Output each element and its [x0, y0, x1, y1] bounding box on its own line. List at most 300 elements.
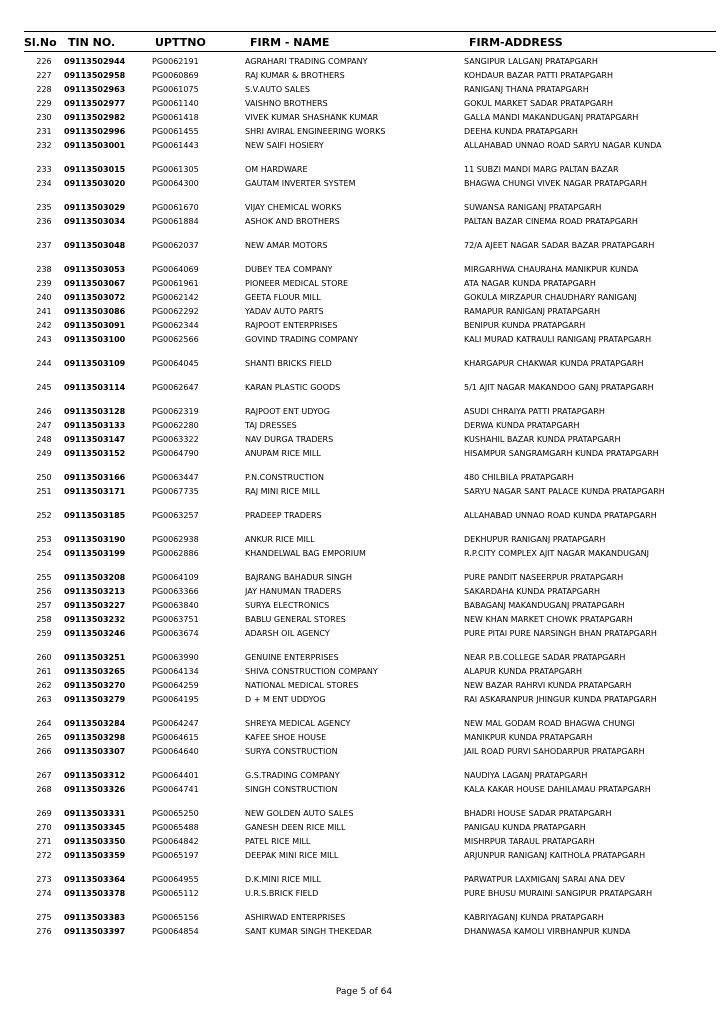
- row-tin: 09113503378: [64, 889, 126, 898]
- row-firm-address: GOKULA MIRZAPUR CHAUDHARY RANIGANJ: [464, 293, 637, 302]
- row-slno: 226: [36, 57, 52, 66]
- row-firm-address: R.P.CITY COMPLEX AJIT NAGAR MAKANDUGANJ: [464, 549, 650, 558]
- row-upttno: PG0062142: [152, 293, 199, 302]
- table-row: [24, 216, 716, 240]
- row-tin: 09113503020: [64, 179, 126, 188]
- row-tin: 09113503383: [64, 913, 126, 922]
- row-firm-name: NATIONAL MEDICAL STORES: [245, 681, 359, 690]
- row-upttno: PG0064640: [152, 747, 199, 756]
- row-upttno: PG0064109: [152, 573, 199, 582]
- row-firm-address: PALTAN BAZAR CINEMA ROAD PRATAPGARH: [464, 217, 638, 226]
- row-upttno: PG0061140: [152, 99, 199, 108]
- row-slno: 238: [36, 265, 52, 274]
- row-firm-address: ARJUNPUR RANIGANJ KAITHOLA PRATAPGARH: [464, 851, 646, 860]
- row-slno: 244: [36, 359, 52, 368]
- row-firm-address: 72/A AJEET NAGAR SADAR BAZAR PRATAPGARH: [464, 241, 655, 250]
- row-firm-address: GALLA MANDI MAKANDUGANJ PRATAPGARH: [464, 113, 639, 122]
- row-tin: 09113503166: [64, 473, 126, 482]
- row-firm-name: ANKUR RICE MILL: [245, 535, 315, 544]
- row-slno: 263: [36, 695, 52, 704]
- row-firm-name: KARAN PLASTIC GOODS: [245, 383, 341, 392]
- row-firm-address: BENIPUR KUNDA PRATAPGARH: [464, 321, 586, 330]
- row-slno: 247: [36, 421, 52, 430]
- row-firm-address: SANGIPUR LALGANJ PRATAPGARH: [464, 57, 598, 66]
- row-firm-name: GOVIND TRADING COMPANY: [245, 335, 359, 344]
- row-upttno: PG0064741: [152, 785, 199, 794]
- row-slno: 228: [36, 85, 52, 94]
- row-firm-name: DUBEY TEA COMPANY: [245, 265, 333, 274]
- row-tin: 09113503208: [64, 573, 126, 582]
- row-firm-address: RAMAPUR RANIGANJ PRATAPGARH: [464, 307, 601, 316]
- row-firm-name: ASHOK AND BROTHERS: [245, 217, 340, 226]
- row-upttno: PG0062292: [152, 307, 199, 316]
- row-firm-name: GENUINE ENTERPRISES: [245, 653, 339, 662]
- row-slno: 272: [36, 851, 52, 860]
- row-upttno: PG0064955: [152, 875, 199, 884]
- row-firm-address: PURE PANDIT NASEERPUR PRATAPGARH: [464, 573, 624, 582]
- row-firm-address: RAI ASKARANPUR JHINGUR KUNDA PRATAPGARH: [464, 695, 657, 704]
- row-tin: 09113503307: [64, 747, 126, 756]
- header-top-rule: [24, 31, 716, 32]
- row-tin: 09113503331: [64, 809, 126, 818]
- row-firm-name: VIJAY CHEMICAL WORKS: [245, 203, 342, 212]
- row-upttno: PG0063751: [152, 615, 199, 624]
- table-row: [24, 70, 716, 84]
- row-tin: 09113503128: [64, 407, 126, 416]
- row-firm-address: ALLAHABAD UNNAO ROAD SARYU NAGAR KUNDA: [464, 141, 662, 150]
- row-tin: 09113502996: [64, 127, 126, 136]
- row-tin: 09113503312: [64, 771, 126, 780]
- row-slno: 255: [36, 573, 52, 582]
- row-firm-name: D.K.MINI RICE MILL: [245, 875, 321, 884]
- table-row: [24, 56, 716, 70]
- row-slno: 259: [36, 629, 52, 638]
- row-slno: 274: [36, 889, 52, 898]
- row-firm-address: 480 CHILBILA PRATAPGARH: [464, 473, 574, 482]
- row-tin: 09113503015: [64, 165, 126, 174]
- row-slno: 266: [36, 747, 52, 756]
- row-tin: 09113502982: [64, 113, 126, 122]
- row-firm-address: SUWANSA RANIGANJ PRATAPGARH: [464, 203, 602, 212]
- table-row: [24, 112, 716, 126]
- row-upttno: PG0063674: [152, 629, 199, 638]
- table-row: [24, 84, 716, 98]
- row-firm-address: HISAMPUR SANGRAMGARH KUNDA PRATAPGARH: [464, 449, 659, 458]
- row-upttno: PG0063840: [152, 601, 199, 610]
- table-row: [24, 572, 716, 586]
- row-firm-address: GOKUL MARKET SADAR PRATAPGARH: [464, 99, 614, 108]
- row-firm-name: PRADEEP TRADERS: [245, 511, 322, 520]
- table-row: [24, 486, 716, 510]
- table-row: [24, 850, 716, 874]
- row-slno: 264: [36, 719, 52, 728]
- row-firm-name: SHRI AVIRAL ENGINEERING WORKS: [245, 127, 386, 136]
- row-tin: 09113503171: [64, 487, 126, 496]
- row-firm-address: BABAGANJ MAKANDUGANJ PRATAPGARH: [464, 601, 625, 610]
- row-firm-address: BHAGWA CHUNGI VIVEK NAGAR PRATAPGARH: [464, 179, 648, 188]
- row-upttno: PG0064195: [152, 695, 199, 704]
- row-slno: 245: [36, 383, 52, 392]
- table-row: [24, 140, 716, 164]
- row-firm-name: AGRAHARI TRADING COMPANY: [245, 57, 368, 66]
- row-firm-name: GANESH DEEN RICE MILL: [245, 823, 346, 832]
- table-row: [24, 628, 716, 652]
- row-upttno: PG0061961: [152, 279, 199, 288]
- row-firm-address: KUSHAHIL BAZAR KUNDA PRATAPGARH: [464, 435, 621, 444]
- row-firm-address: NEAR P.B.COLLEGE SADAR PRATAPGARH: [464, 653, 626, 662]
- row-slno: 239: [36, 279, 52, 288]
- row-slno: 276: [36, 927, 52, 936]
- table-row: [24, 240, 716, 264]
- table-row: [24, 822, 716, 836]
- table-row: [24, 382, 716, 406]
- row-upttno: PG0062344: [152, 321, 199, 330]
- row-firm-name: JAY HANUMAN TRADERS: [245, 587, 342, 596]
- row-tin: 09113503001: [64, 141, 126, 150]
- row-tin: 09113503326: [64, 785, 126, 794]
- row-slno: 275: [36, 913, 52, 922]
- row-upttno: PG0064300: [152, 179, 199, 188]
- row-firm-address: JAIL ROAD PURVI SAHODARPUR PRATAPGARH: [464, 747, 645, 756]
- row-firm-name: PATEL RICE MILL: [245, 837, 311, 846]
- row-slno: 233: [36, 165, 52, 174]
- row-slno: 262: [36, 681, 52, 690]
- row-firm-name: DEEPAK MINI RICE MILL: [245, 851, 339, 860]
- row-firm-name: SHREYA MEDICAL AGENCY: [245, 719, 351, 728]
- table-row: [24, 264, 716, 278]
- row-slno: 254: [36, 549, 52, 558]
- table-row: [24, 874, 716, 888]
- row-slno: 269: [36, 809, 52, 818]
- row-firm-address: SARYU NAGAR SANT PALACE KUNDA PRATAPGARH: [464, 487, 665, 496]
- row-tin: 09113503345: [64, 823, 126, 832]
- row-tin: 09113503213: [64, 587, 126, 596]
- row-firm-address: ALAPUR KUNDA PRATAPGARH: [464, 667, 582, 676]
- row-tin: 09113502963: [64, 85, 126, 94]
- row-upttno: PG0065197: [152, 851, 199, 860]
- row-firm-name: ASHIRWAD ENTERPRISES: [245, 913, 346, 922]
- row-tin: 09113503147: [64, 435, 126, 444]
- row-firm-name: D + M ENT UDDYOG: [245, 695, 326, 704]
- row-firm-name: KAFEE SHOE HOUSE: [245, 733, 327, 742]
- table-row: [24, 614, 716, 628]
- header-bottom-rule: [24, 51, 716, 52]
- row-firm-address: SAKARDAHA KUNDA PRATAPGARH: [464, 587, 600, 596]
- row-slno: 236: [36, 217, 52, 226]
- row-firm-name: ADARSH OIL AGENCY: [245, 629, 330, 638]
- row-firm-name: P.N.CONSTRUCTION: [245, 473, 325, 482]
- row-tin: 09113503100: [64, 335, 126, 344]
- table-row: [24, 320, 716, 334]
- row-upttno: PG0064134: [152, 667, 199, 676]
- row-upttno: PG0067735: [152, 487, 199, 496]
- row-slno: 231: [36, 127, 52, 136]
- row-firm-address: NEW BAZAR RAHRVI KUNDA PRATAPGARH: [464, 681, 632, 690]
- row-slno: 246: [36, 407, 52, 416]
- row-upttno: PG0064401: [152, 771, 199, 780]
- row-firm-name: PIONEER MEDICAL STORE: [245, 279, 349, 288]
- row-upttno: PG0064790: [152, 449, 199, 458]
- row-upttno: PG0062037: [152, 241, 199, 250]
- table-row: [24, 178, 716, 202]
- row-tin: 09113503072: [64, 293, 126, 302]
- row-firm-address: ATA NAGAR KUNDA PRATAPGARH: [464, 279, 596, 288]
- table-row: [24, 586, 716, 600]
- row-slno: 252: [36, 511, 52, 520]
- row-firm-address: KALA KAKAR HOUSE DAHILAMAU PRATAPGARH: [464, 785, 651, 794]
- row-slno: 250: [36, 473, 52, 482]
- table-row: [24, 510, 716, 534]
- table-row: [24, 746, 716, 770]
- row-upttno: PG0064259: [152, 681, 199, 690]
- page-number: Page 5 of 64: [335, 987, 393, 997]
- row-firm-name: G.S.TRADING COMPANY: [245, 771, 340, 780]
- row-tin: 09113503279: [64, 695, 126, 704]
- table-row: [24, 420, 716, 434]
- row-firm-name: S.V.AUTO SALES: [245, 85, 310, 94]
- row-upttno: PG0062938: [152, 535, 199, 544]
- row-slno: 273: [36, 875, 52, 884]
- row-slno: 227: [36, 71, 52, 80]
- row-firm-name: SANT KUMAR SINGH THEKEDAR: [245, 927, 372, 936]
- row-firm-name: RAJ MINI RICE MILL: [245, 487, 321, 496]
- table-row: [24, 472, 716, 486]
- row-tin: 09113503270: [64, 681, 126, 690]
- row-slno: 248: [36, 435, 52, 444]
- row-tin: 09113503397: [64, 927, 126, 936]
- table-row: [24, 694, 716, 718]
- row-firm-address: 5/1 AJIT NAGAR MAKANDOO GANJ PRATAPGARH: [464, 383, 654, 392]
- table-row: [24, 534, 716, 548]
- row-firm-name: NEW SAIFI HOSIERY: [245, 141, 324, 150]
- row-firm-address: DEEHA KUNDA PRATAPGARH: [464, 127, 578, 136]
- row-upttno: PG0064615: [152, 733, 199, 742]
- header-tin: TIN NO.: [68, 36, 116, 49]
- row-firm-name: SHANTI BRICKS FIELD: [245, 359, 332, 368]
- row-slno: 265: [36, 733, 52, 742]
- row-slno: 271: [36, 837, 52, 846]
- row-firm-address: BHADRI HOUSE SADAR PRATAPGARH: [464, 809, 612, 818]
- row-tin: 09113502977: [64, 99, 126, 108]
- table-row: [24, 98, 716, 112]
- row-upttno: PG0064045: [152, 359, 199, 368]
- table-row: [24, 600, 716, 614]
- row-tin: 09113502944: [64, 57, 126, 66]
- row-upttno: PG0064069: [152, 265, 199, 274]
- row-firm-address: PARWATPUR LAXMIGANJ SARAI ANA DEV: [464, 875, 625, 884]
- row-firm-name: BAJRANG BAHADUR SINGH: [245, 573, 352, 582]
- row-slno: 229: [36, 99, 52, 108]
- row-tin: 09113503067: [64, 279, 126, 288]
- row-upttno: PG0065156: [152, 913, 199, 922]
- row-firm-name: SURYA CONSTRUCTION: [245, 747, 338, 756]
- row-firm-address: DHANWASA KAMOLI VIRBHANPUR KUNDA: [464, 927, 631, 936]
- row-tin: 09113503190: [64, 535, 126, 544]
- table-row: [24, 278, 716, 292]
- row-tin: 09113503199: [64, 549, 126, 558]
- row-slno: 243: [36, 335, 52, 344]
- table-row: [24, 652, 716, 666]
- row-tin: 09113503114: [64, 383, 126, 392]
- row-firm-address: KHARGAPUR CHAKWAR KUNDA PRATAPGARH: [464, 359, 644, 368]
- row-firm-address: KALI MURAD KATRAULI RANIGANJ PRATAPGARH: [464, 335, 652, 344]
- row-slno: 251: [36, 487, 52, 496]
- table-row: [24, 202, 716, 216]
- row-firm-address: ALLAHABAD UNNAO ROAD KUNDA PRATAPGARH: [464, 511, 657, 520]
- row-firm-address: RANIGANJ THANA PRATAPGARH: [464, 85, 589, 94]
- row-firm-address: KOHDAUR BAZAR PATTI PRATAPGARH: [464, 71, 614, 80]
- row-upttno: PG0062566: [152, 335, 199, 344]
- row-slno: 258: [36, 615, 52, 624]
- row-slno: 234: [36, 179, 52, 188]
- row-slno: 268: [36, 785, 52, 794]
- row-upttno: PG0062280: [152, 421, 199, 430]
- table-row: [24, 732, 716, 746]
- row-tin: 09113503298: [64, 733, 126, 742]
- row-firm-name: OM HARDWARE: [245, 165, 308, 174]
- row-upttno: PG0061305: [152, 165, 199, 174]
- row-firm-name: VIVEK KUMAR SHASHANK KUMAR: [245, 113, 379, 122]
- row-tin: 09113503034: [64, 217, 126, 226]
- row-tin: 09113503232: [64, 615, 126, 624]
- row-firm-name: U.R.S.BRICK FIELD: [245, 889, 319, 898]
- row-firm-address: NEW KHAN MARKET CHOWK PRATAPGARH: [464, 615, 633, 624]
- table-row: [24, 434, 716, 448]
- row-upttno: PG0061884: [152, 217, 199, 226]
- row-firm-name: KHANDELWAL BAG EMPORIUM: [245, 549, 366, 558]
- row-slno: 270: [36, 823, 52, 832]
- row-upttno: PG0064247: [152, 719, 199, 728]
- row-tin: 09113503109: [64, 359, 126, 368]
- row-firm-name: RAJPOOT ENTERPRISES: [245, 321, 338, 330]
- row-firm-address: MIRGARHWA CHAURAHA MANIKPUR KUNDA: [464, 265, 639, 274]
- row-upttno: PG0064842: [152, 837, 199, 846]
- row-tin: 09113503048: [64, 241, 126, 250]
- row-upttno: PG0062319: [152, 407, 199, 416]
- row-slno: 230: [36, 113, 52, 122]
- row-tin: 09113503246: [64, 629, 126, 638]
- row-upttno: PG0064854: [152, 927, 199, 936]
- row-upttno: PG0062886: [152, 549, 199, 558]
- table-row: [24, 680, 716, 694]
- row-firm-name: TAJ DRESSES: [245, 421, 297, 430]
- row-firm-name: SURYA ELECTRONICS: [245, 601, 330, 610]
- row-slno: 232: [36, 141, 52, 150]
- row-firm-name: ANUPAM RICE MILL: [245, 449, 321, 458]
- row-upttno: PG0063447: [152, 473, 199, 482]
- header-firm-address: FIRM-ADDRESS: [469, 36, 563, 49]
- table-row: [24, 836, 716, 850]
- row-upttno: PG0061670: [152, 203, 199, 212]
- row-firm-name: BABLU GENERAL STORES: [245, 615, 346, 624]
- table-row: [24, 926, 716, 940]
- row-tin: 09113503359: [64, 851, 126, 860]
- header-slno: Sl.No: [24, 36, 57, 49]
- row-upttno: PG0065488: [152, 823, 199, 832]
- row-tin: 09113503185: [64, 511, 126, 520]
- row-firm-name: NEW GOLDEN AUTO SALES: [245, 809, 354, 818]
- row-slno: 261: [36, 667, 52, 676]
- table-row: [24, 358, 716, 382]
- row-slno: 267: [36, 771, 52, 780]
- row-slno: 253: [36, 535, 52, 544]
- row-upttno: PG0063322: [152, 435, 199, 444]
- row-tin: 09113502958: [64, 71, 126, 80]
- row-tin: 09113503133: [64, 421, 126, 430]
- row-firm-address: PURE PITAI PURE NARSINGH BHAN PRATAPGARH: [464, 629, 657, 638]
- table-row: [24, 126, 716, 140]
- row-tin: 09113503152: [64, 449, 126, 458]
- row-tin: 09113503227: [64, 601, 126, 610]
- firm-table: [24, 56, 716, 940]
- row-firm-name: GAUTAM INVERTER SYSTEM: [245, 179, 356, 188]
- row-tin: 09113503284: [64, 719, 126, 728]
- row-firm-name: NEW AMAR MOTORS: [245, 241, 328, 250]
- row-slno: 260: [36, 653, 52, 662]
- table-row: [24, 888, 716, 912]
- row-upttno: PG0060869: [152, 71, 199, 80]
- row-upttno: PG0062647: [152, 383, 199, 392]
- table-row: [24, 666, 716, 680]
- table-row: [24, 784, 716, 808]
- row-firm-address: NEW MAL GODAM ROAD BHAGWA CHUNGI: [464, 719, 635, 728]
- row-upttno: PG0061418: [152, 113, 199, 122]
- row-upttno: PG0065112: [152, 889, 199, 898]
- row-slno: 235: [36, 203, 52, 212]
- row-slno: 237: [36, 241, 52, 250]
- row-upttno: PG0063257: [152, 511, 199, 520]
- row-upttno: PG0061075: [152, 85, 199, 94]
- row-firm-name: RAJ KUMAR & BROTHERS: [245, 71, 345, 80]
- row-upttno: PG0062191: [152, 57, 199, 66]
- header-firm-name: FIRM - NAME: [250, 36, 330, 49]
- row-slno: 249: [36, 449, 52, 458]
- row-tin: 09113503350: [64, 837, 126, 846]
- row-firm-address: MISHRPUR TARAUL PRATAPGARH: [464, 837, 595, 846]
- row-tin: 09113503091: [64, 321, 126, 330]
- row-tin: 09113503265: [64, 667, 126, 676]
- row-slno: 242: [36, 321, 52, 330]
- table-row: [24, 448, 716, 472]
- row-upttno: PG0063990: [152, 653, 199, 662]
- row-firm-address: MANIKPUR KUNDA PRATAPGARH: [464, 733, 593, 742]
- row-slno: 256: [36, 587, 52, 596]
- row-slno: 240: [36, 293, 52, 302]
- row-slno: 241: [36, 307, 52, 316]
- row-firm-address: DERWA KUNDA PRATAPGARH: [464, 421, 580, 430]
- table-row: [24, 306, 716, 320]
- row-firm-address: 11 SUBZI MANDI MARG PALTAN BAZAR: [464, 165, 619, 174]
- row-firm-address: PURE BHUSU MURAINI SANGIPUR PRATAPGARH: [464, 889, 653, 898]
- table-row: [24, 292, 716, 306]
- table-row: [24, 406, 716, 420]
- row-firm-address: ASUDI CHRAIYA PATTI PRATAPGARH: [464, 407, 605, 416]
- table-row: [24, 912, 716, 926]
- table-row: [24, 164, 716, 178]
- row-tin: 09113503364: [64, 875, 126, 884]
- row-tin: 09113503029: [64, 203, 126, 212]
- row-firm-address: NAUDIYA LAGANJ PRATAPGARH: [464, 771, 588, 780]
- table-row: [24, 770, 716, 784]
- row-firm-address: DEKHUPUR RANIGANJ PRATAPGARH: [464, 535, 606, 544]
- row-firm-name: VAISHNO BROTHERS: [245, 99, 328, 108]
- table-row: [24, 334, 716, 358]
- row-upttno: PG0063366: [152, 587, 199, 596]
- row-tin: 09113503053: [64, 265, 126, 274]
- row-slno: 257: [36, 601, 52, 610]
- row-tin: 09113503251: [64, 653, 126, 662]
- row-firm-name: SINGH CONSTRUCTION: [245, 785, 338, 794]
